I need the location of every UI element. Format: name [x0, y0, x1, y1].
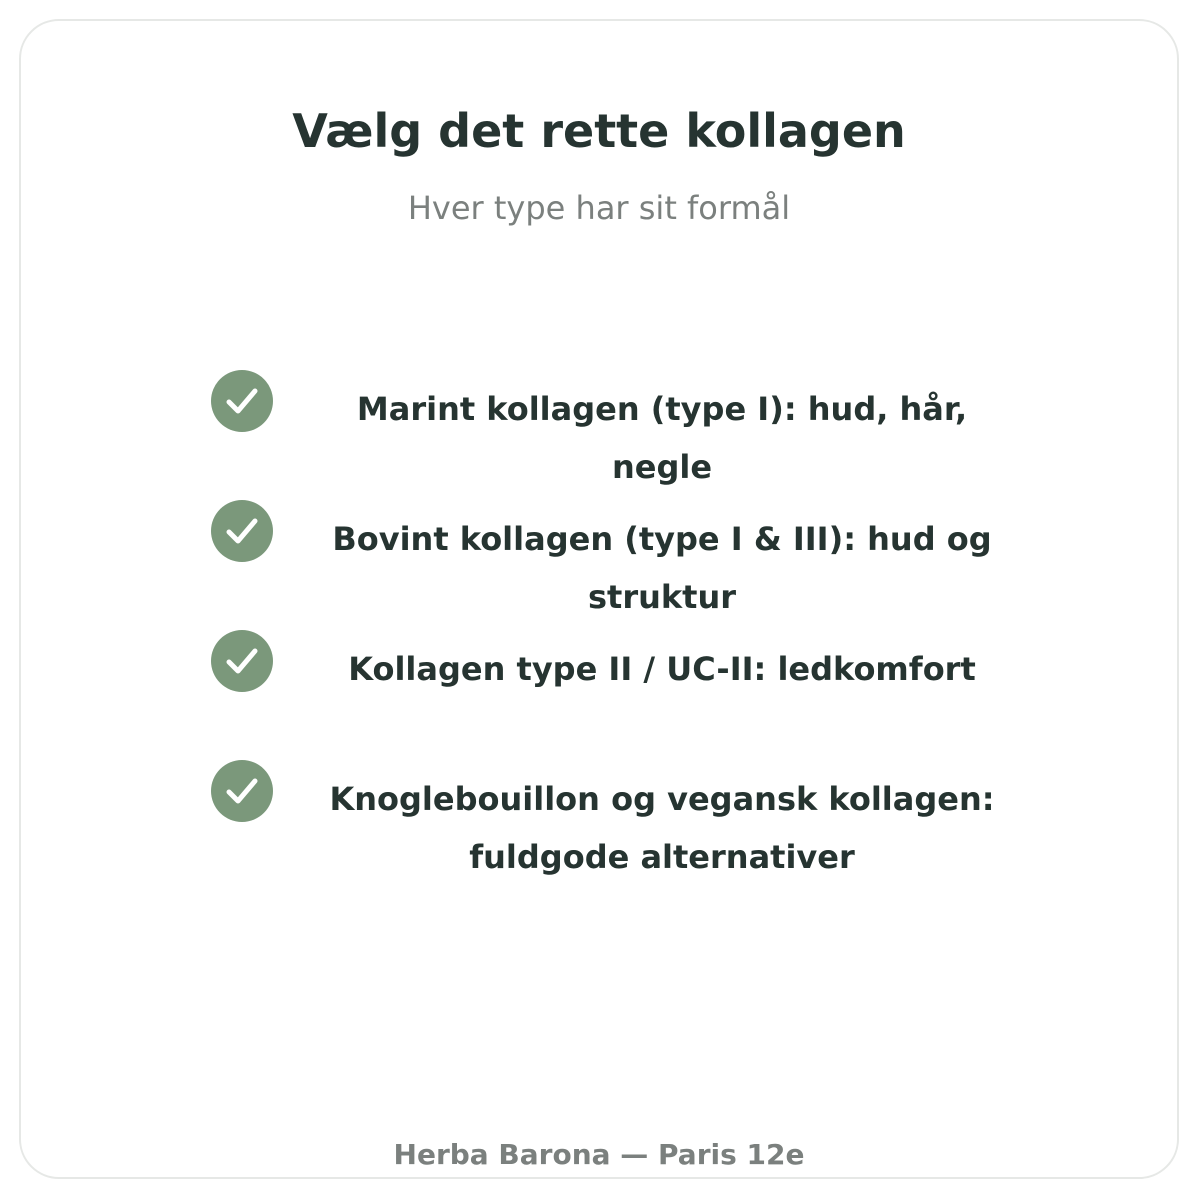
- page-title: Vælg det rette kollagen: [292, 104, 906, 158]
- footer-text: Herba Barona — Paris 12e: [393, 1138, 805, 1171]
- page-subtitle: Hver type har sit formål: [407, 189, 791, 227]
- list-item-label: Knoglebouillon og vegansk kollagen: fuldgode alternativer: [329, 780, 995, 876]
- check-circle-icon: [211, 760, 273, 822]
- check-circle-icon: [211, 630, 273, 692]
- content-card: [19, 19, 1179, 1179]
- check-circle-icon: [211, 500, 273, 562]
- list-item-label: Marint kollagen (type I): hud, hår, negle: [356, 390, 968, 486]
- list-item-label: Bovint kollagen (type I & III): hud og struktur: [332, 520, 992, 616]
- check-circle-icon: [211, 370, 273, 432]
- list-item-label: Kollagen type II / UC-II: ledkomfort: [348, 650, 976, 688]
